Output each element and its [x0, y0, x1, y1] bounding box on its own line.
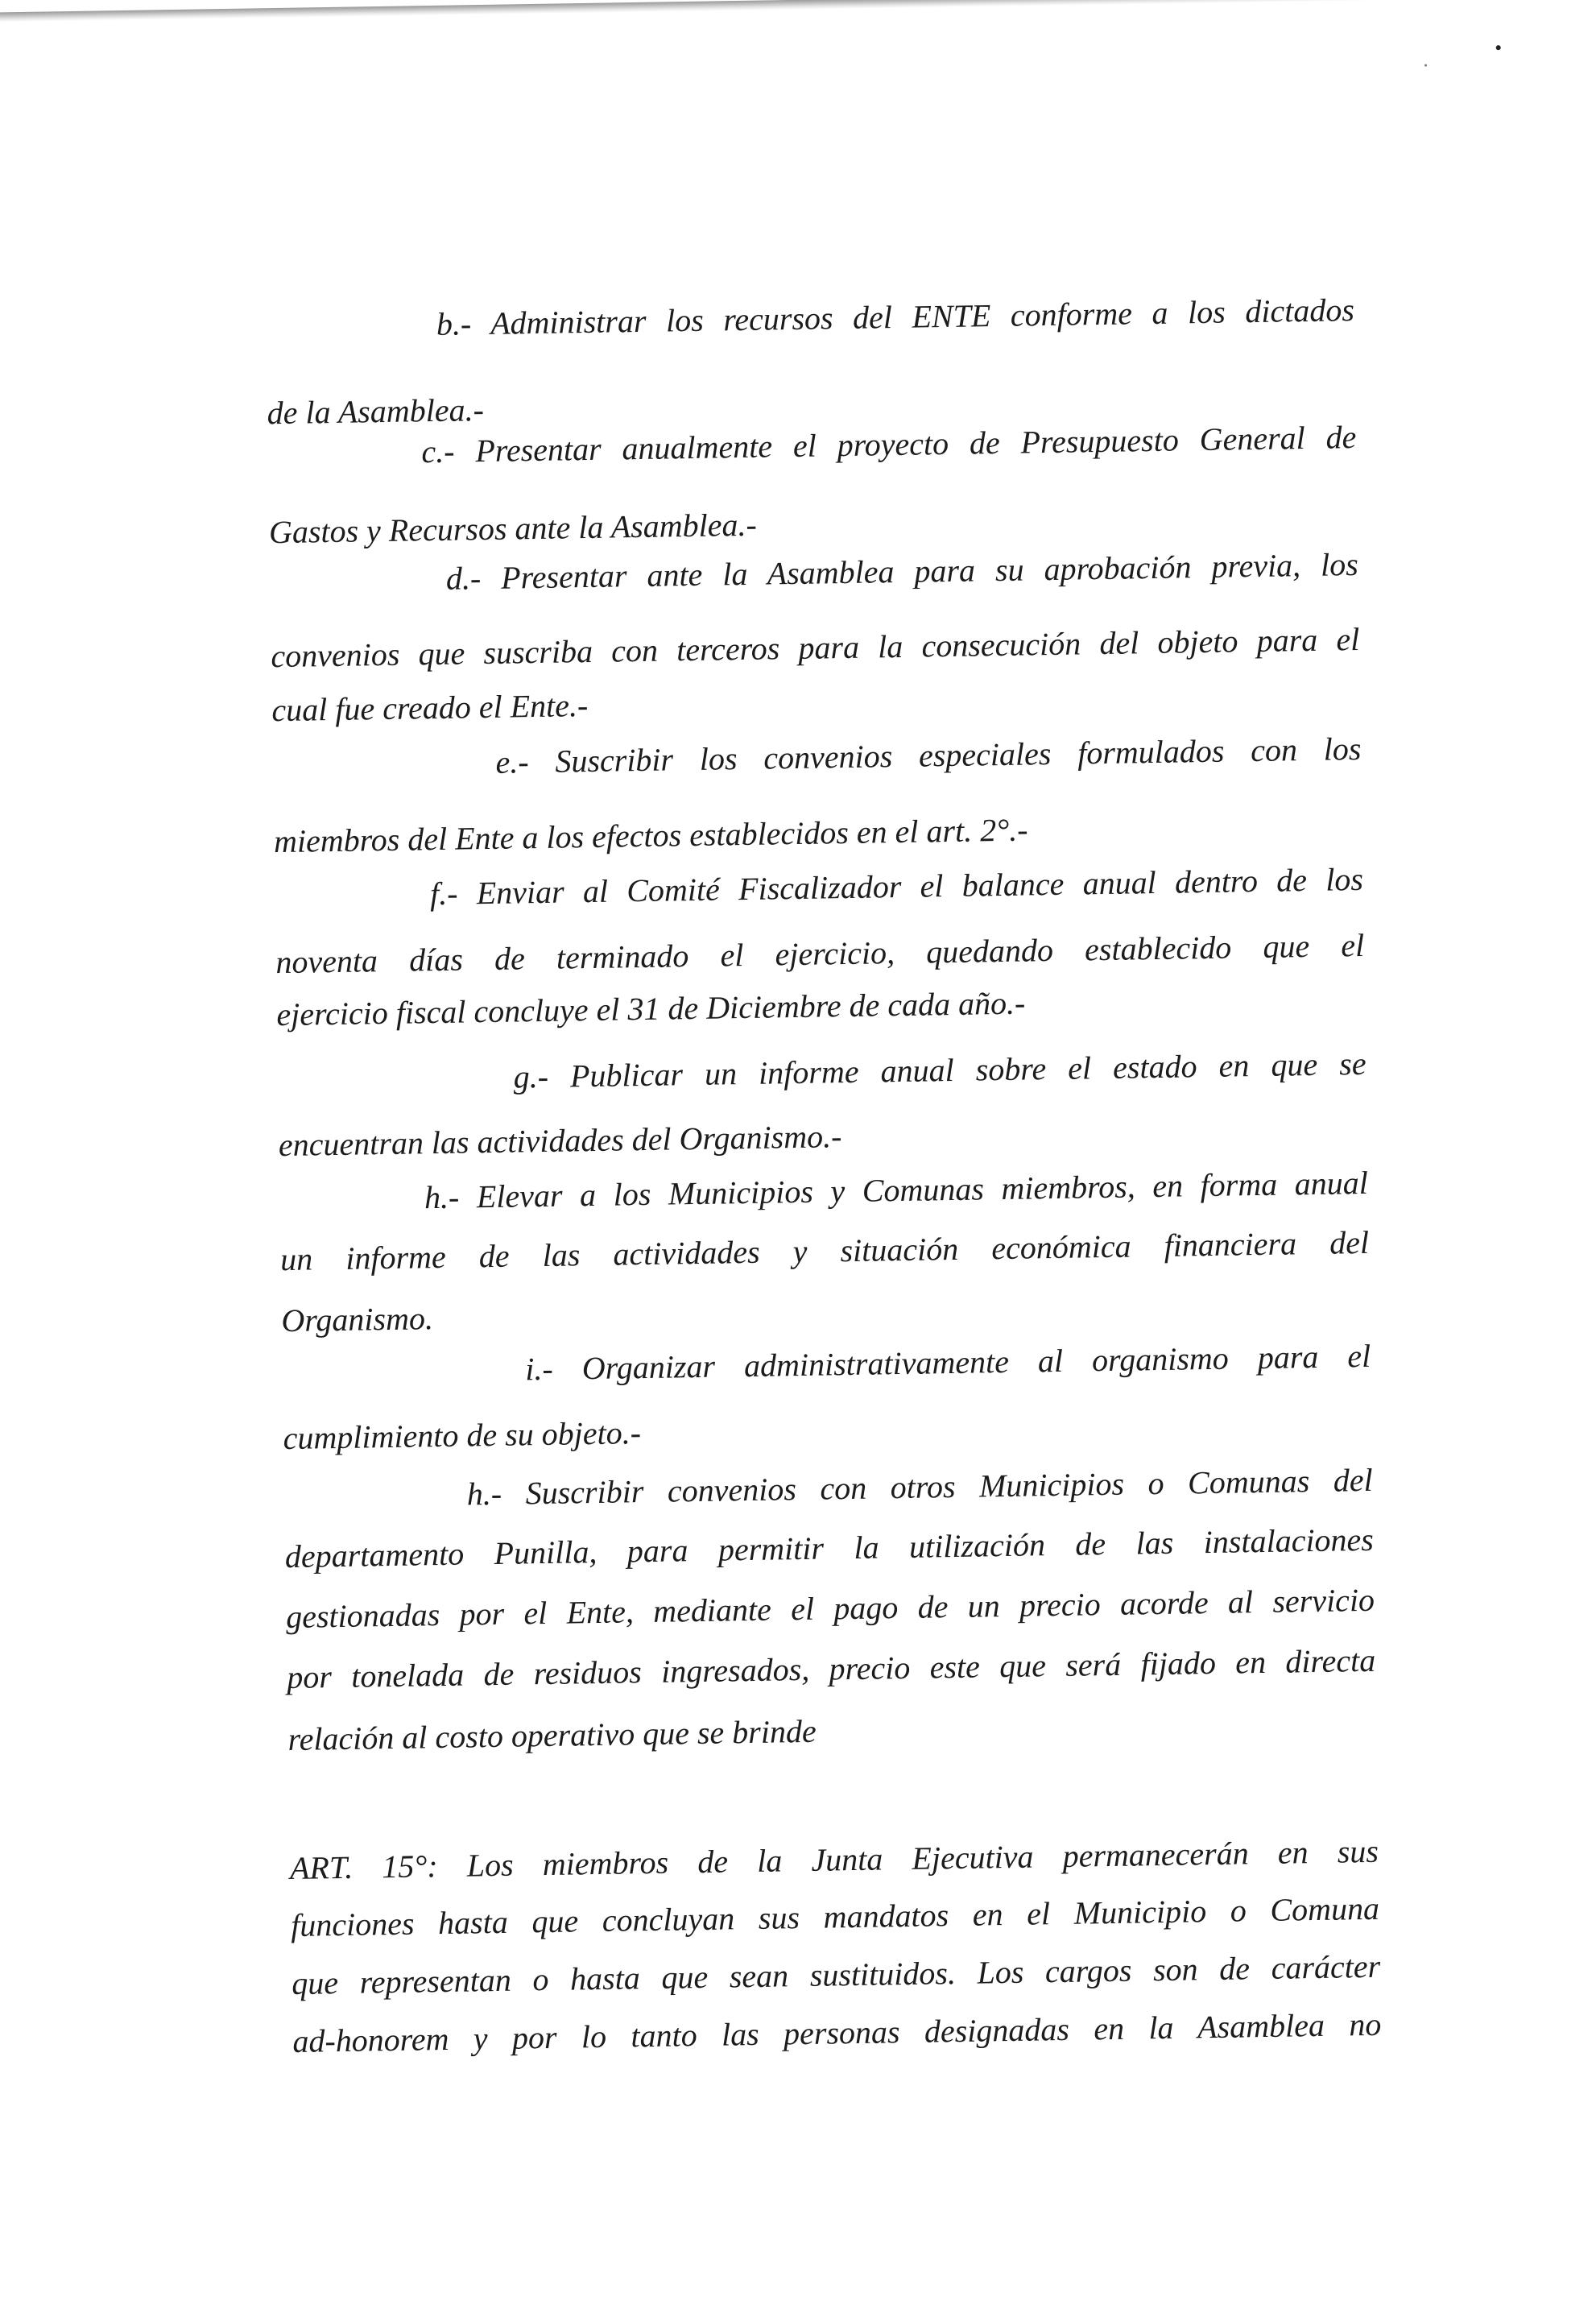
text-line: un informe de las actividades y situación económica financiera del [279, 1223, 1370, 1278]
text-line: c.- Presentar anualmente el proyecto de Presupuesto General de [421, 419, 1357, 470]
text-line: g.- Publicar un informe anual sobre el estado en que se [513, 1045, 1367, 1095]
text-line: que representan o hasta que sean sustituidos. Los cargos son de carácter [291, 1947, 1381, 2002]
text-line: h.- Elevar a los Municipios y Comunas miembros, en forma anual [424, 1164, 1369, 1216]
text-line: f.- Enviar al Comité Fiscalizador el balance anual dentro de los [429, 860, 1364, 913]
scan-speck [1424, 64, 1427, 67]
text-line: gestionadas por el Ente, mediante el pago de un precio acorde al servicio [285, 1581, 1375, 1636]
text-line: Gastos y Recursos ante la Asamblea.- [268, 506, 758, 551]
text-line: d.- Presentar ante la Asamblea para su aprobación previa, los [445, 545, 1359, 597]
text-line: encuentran las actividades del Organismo.- [278, 1118, 842, 1164]
text-line: por tonelada de residuos ingresados, precio este que será fijado en directa [286, 1641, 1376, 1696]
text-line: convenios que suscriba con terceros para la consecución del objeto para el [271, 620, 1360, 675]
text-line: ART. 15°: Los miembros de la Junta Ejecutiva permanecerán en sus [289, 1832, 1379, 1887]
text-line: miembros del Ente a los efectos establecidos en el art. 2°.- [273, 811, 1028, 860]
text-line: Organismo. [281, 1300, 434, 1339]
scan-top-edge [0, 0, 1578, 23]
text-line: b.- Administrar los recursos del ENTE conforme a los dictados [436, 292, 1355, 342]
text-line: funciones hasta que concluyan sus mandatos en el Municipio o Comuna [290, 1889, 1380, 1944]
text-line: e.- Suscribir los convenios especiales formulados con los [495, 730, 1362, 780]
text-line: cual fue creado el Ente.- [271, 687, 589, 729]
text-line: i.- Organizar administrativamente al organismo para el [524, 1337, 1371, 1388]
scan-speck [1496, 45, 1501, 50]
text-line: relación al costo operativo que se brinde [287, 1712, 817, 1758]
text-line: de la Asamblea.- [267, 391, 485, 432]
text-line: h.- Suscribir convenios con otros Municipios o Comunas del [466, 1461, 1373, 1513]
text-line: cumplimiento de su objeto.- [283, 1414, 642, 1457]
text-line: ejercicio fiscal concluye el 31 de Diciembre de cada año.- [276, 984, 1026, 1033]
text-line: ad-honorem y por lo tanto las personas designadas en la Asamblea no [292, 2005, 1382, 2059]
text-line: noventa días de terminado el ejercicio, quedando establecido que el [275, 926, 1365, 981]
text-line: departamento Punilla, para permitir la utilización de las instalaciones [284, 1521, 1375, 1575]
